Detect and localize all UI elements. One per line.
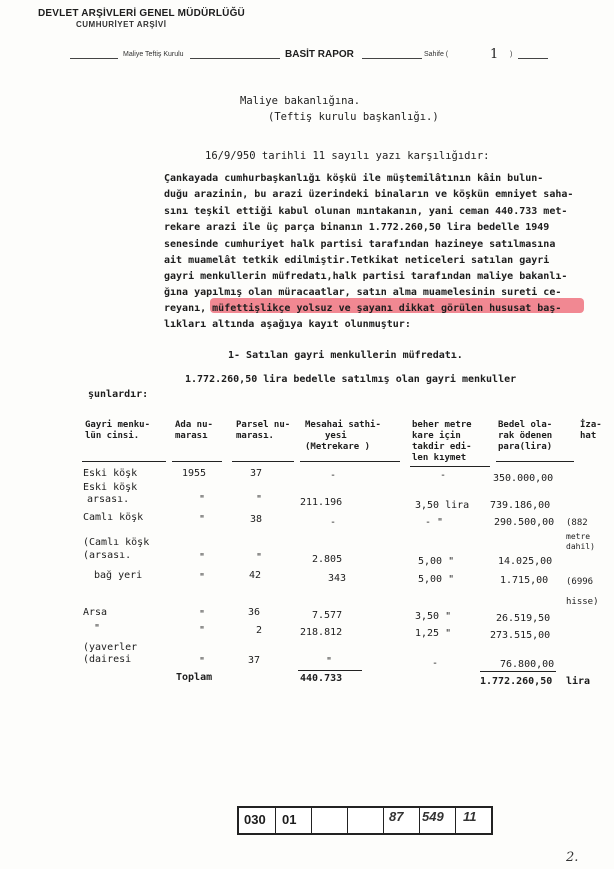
archive-title: DEVLET ARŞİVLERİ GENEL MÜDÜRLÜĞÜ xyxy=(38,8,245,19)
addressee-line2: (Teftiş kurulu başkanlığı.) xyxy=(268,111,439,123)
addressee-line1: Maliye bakanlığına. xyxy=(240,95,361,107)
section-heading: 1- Satılan gayri menkullerin müfredatı. xyxy=(228,350,463,361)
header-underline xyxy=(496,461,574,462)
page-number: 1 xyxy=(490,47,499,62)
section-intro-2: şunlardır: xyxy=(88,389,149,400)
wavy-line-left xyxy=(70,55,118,59)
body-line-6: senesinde cumhuriyet halk partisi tarafından hazineye satılmasına xyxy=(164,239,556,250)
body-line-2: Çankayada cumhurbaşkanlığı köşkü ile müştemilâtının kâin bulun- xyxy=(164,173,544,184)
body-line-1: 16/9/950 tarihli 11 sayılı yazı karşılığıdır: xyxy=(205,150,490,162)
page-close-paren: ) xyxy=(510,51,513,58)
col-header-area: Mesahai sathi- yesi (Metrekare ) xyxy=(305,420,381,452)
catalog-cell-2: 01 xyxy=(282,812,297,827)
header-underline xyxy=(232,461,294,462)
page-label: Sahife ( xyxy=(424,51,449,58)
section-intro-1: 1.772.260,50 lira bedelle satılmış olan gayri menkuller xyxy=(185,374,517,385)
body-line-3: duğu arazinin, bu arazi üzerindeki binaların ve köşkün emniyet saha- xyxy=(164,189,574,200)
body-line-4: sını teşkil ettiği kabul olunan mıntakanın, yani ceman 440.733 met- xyxy=(164,206,568,217)
header-underline xyxy=(172,461,222,462)
col-header-type: Gayri menku- lün cinsi. xyxy=(85,420,151,441)
body-line-10: reyanı, müfettişlikçe yolsuz ve şayanı dikkat görülen hususat baş- xyxy=(164,303,562,314)
col-header-price: Bedel ola- rak ödenen para(lira) xyxy=(498,420,553,452)
body-line-8: gayri menkullerin müfredatı,halk partisi tarafından maliye bakanlı- xyxy=(164,271,568,282)
total-rule-area xyxy=(298,670,362,671)
col-header-unit-value: beher metre kare için takdir edi- len kıymet xyxy=(412,420,472,463)
catalog-cell-5: 87 xyxy=(389,809,404,824)
body-line-9: ğına yapılmış olan müracaatlar, satın alma muamelesinin sureti ce- xyxy=(164,287,562,298)
catalog-number-box xyxy=(237,806,493,835)
total-rule-price xyxy=(480,671,556,672)
catalog-cell-6: 549 xyxy=(422,809,444,824)
inspection-board-label: Maliye Teftiş Kurulu xyxy=(123,51,184,58)
col-header-notes: İza- hat xyxy=(580,420,602,441)
body-line-11: lıkları altında aşağıya kayıt olunmuştur: xyxy=(164,319,411,330)
col-header-parcel: Parsel nu- marası. xyxy=(236,420,291,441)
page-mark: 2. xyxy=(566,850,579,865)
header-underline xyxy=(82,461,166,462)
col-header-block: Ada nu- marası xyxy=(175,420,213,441)
header-underline xyxy=(410,466,490,467)
wavy-line-mid-right xyxy=(362,55,422,59)
body-line-7: ait muamelât tetkik edilmiştir.Tetkikat neticeleri satılan gayri xyxy=(164,255,550,266)
report-type-label: BASİT RAPOR xyxy=(285,49,354,60)
catalog-cell-1: 030 xyxy=(244,812,266,827)
wavy-line-right xyxy=(518,55,548,59)
wavy-line-mid-left xyxy=(190,55,280,59)
catalog-cell-7: 11 xyxy=(463,809,477,824)
archive-subtitle: CUMHURİYET ARŞİVİ xyxy=(76,20,167,29)
header-underline xyxy=(300,461,400,462)
body-line-5: rekare arazi ile üç parça binanın 1.772.260,50 lira bedelle 1949 xyxy=(164,222,550,233)
